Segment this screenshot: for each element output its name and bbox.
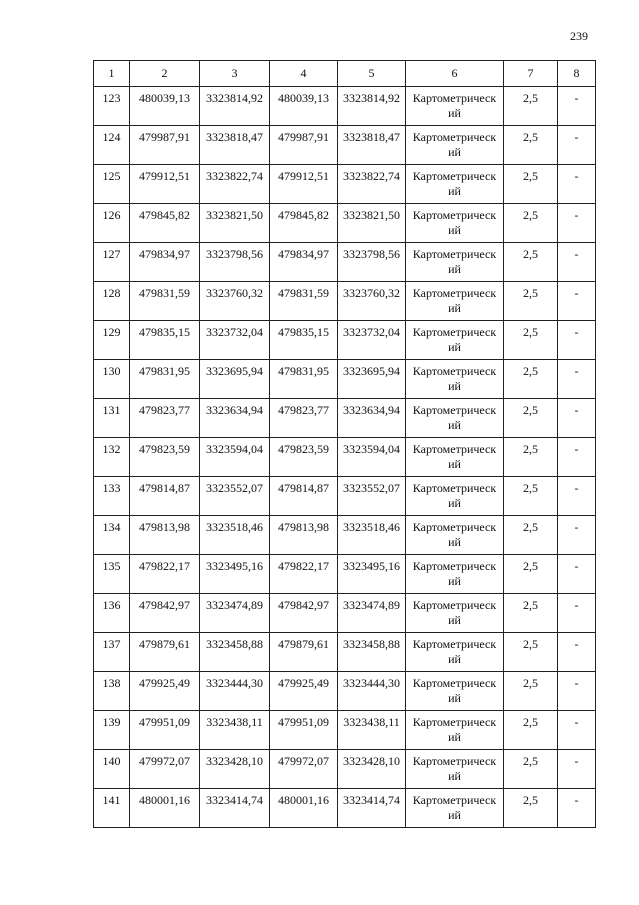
method-cell: [406, 516, 504, 555]
method-cell: [406, 204, 504, 243]
method-text-line2: ий: [448, 613, 461, 627]
y-coord-cell-2: 3323594,04: [338, 438, 406, 477]
x-coord-cell: 479951,09: [130, 711, 200, 750]
y-coord-cell-2: 3323474,89: [338, 594, 406, 633]
y-coord-cell-2: 3323414,74: [338, 789, 406, 828]
method-cell: [406, 126, 504, 165]
accuracy-cell: 2,5: [504, 750, 558, 789]
method-text-line1: Картометрическ: [412, 208, 497, 222]
column-header: 1: [94, 61, 130, 87]
method-text-line1: Картометрическ: [412, 91, 497, 105]
y-coord-cell: 3323814,92: [200, 87, 270, 126]
note-cell: -: [558, 243, 596, 282]
y-coord-cell: 3323634,94: [200, 399, 270, 438]
note-cell: -: [558, 438, 596, 477]
x-coord-cell: 479834,97: [130, 243, 200, 282]
method-text-line1: Картометрическ: [412, 598, 497, 612]
note-cell: -: [558, 633, 596, 672]
point-number-cell: 124: [94, 126, 130, 165]
y-coord-cell-2: 3323495,16: [338, 555, 406, 594]
method-cell: [406, 321, 504, 360]
y-coord-cell: 3323818,47: [200, 126, 270, 165]
method-text-line2: ий: [448, 457, 461, 471]
method-text-line2: ий: [448, 340, 461, 354]
note-cell: -: [558, 360, 596, 399]
y-coord-cell: 3323594,04: [200, 438, 270, 477]
table-row: [94, 399, 596, 438]
point-number-cell: 125: [94, 165, 130, 204]
accuracy-cell: 2,5: [504, 438, 558, 477]
note-cell: -: [558, 711, 596, 750]
note-cell: -: [558, 282, 596, 321]
point-number-cell: 140: [94, 750, 130, 789]
table-row: [94, 594, 596, 633]
note-cell: -: [558, 126, 596, 165]
y-coord-cell: 3323444,30: [200, 672, 270, 711]
column-header: 4: [270, 61, 338, 87]
y-coord-cell: 3323695,94: [200, 360, 270, 399]
method-cell: [406, 438, 504, 477]
method-text-line2: ий: [448, 418, 461, 432]
point-number-cell: 127: [94, 243, 130, 282]
accuracy-cell: 2,5: [504, 672, 558, 711]
y-coord-cell: 3323458,88: [200, 633, 270, 672]
accuracy-cell: 2,5: [504, 789, 558, 828]
x-coord-cell-2: 479834,97: [270, 243, 338, 282]
y-coord-cell-2: 3323818,47: [338, 126, 406, 165]
note-cell: -: [558, 789, 596, 828]
note-cell: -: [558, 516, 596, 555]
method-text-line2: ий: [448, 691, 461, 705]
method-text-line1: Картометрическ: [412, 715, 497, 729]
x-coord-cell-2: 479925,49: [270, 672, 338, 711]
note-cell: -: [558, 672, 596, 711]
y-coord-cell-2: 3323798,56: [338, 243, 406, 282]
table-row: [94, 438, 596, 477]
table-row: [94, 711, 596, 750]
method-text-line1: Картометрическ: [412, 130, 497, 144]
method-cell: [406, 789, 504, 828]
method-text-line1: Картометрическ: [412, 793, 497, 807]
method-text-line2: ий: [448, 535, 461, 549]
table-row: [94, 282, 596, 321]
table-row: [94, 516, 596, 555]
method-cell: [406, 360, 504, 399]
coordinates-table: [93, 60, 596, 828]
point-number-cell: 123: [94, 87, 130, 126]
x-coord-cell-2: 479831,59: [270, 282, 338, 321]
method-cell: [406, 282, 504, 321]
x-coord-cell-2: 479831,95: [270, 360, 338, 399]
note-cell: -: [558, 399, 596, 438]
note-cell: -: [558, 87, 596, 126]
column-header: 3: [200, 61, 270, 87]
table-row: [94, 360, 596, 399]
note-cell: -: [558, 555, 596, 594]
accuracy-cell: 2,5: [504, 399, 558, 438]
note-cell: -: [558, 750, 596, 789]
point-number-cell: 141: [94, 789, 130, 828]
y-coord-cell: 3323822,74: [200, 165, 270, 204]
y-coord-cell-2: 3323695,94: [338, 360, 406, 399]
y-coord-cell: 3323798,56: [200, 243, 270, 282]
x-coord-cell: 479879,61: [130, 633, 200, 672]
point-number-cell: 129: [94, 321, 130, 360]
note-cell: -: [558, 204, 596, 243]
method-text-line2: ий: [448, 574, 461, 588]
method-text-line1: Картометрическ: [412, 559, 497, 573]
x-coord-cell-2: 479823,59: [270, 438, 338, 477]
y-coord-cell: 3323732,04: [200, 321, 270, 360]
x-coord-cell-2: 479972,07: [270, 750, 338, 789]
accuracy-cell: 2,5: [504, 594, 558, 633]
x-coord-cell-2: 479823,77: [270, 399, 338, 438]
method-cell: [406, 477, 504, 516]
x-coord-cell: 479987,91: [130, 126, 200, 165]
y-coord-cell-2: 3323458,88: [338, 633, 406, 672]
x-coord-cell-2: 479879,61: [270, 633, 338, 672]
accuracy-cell: 2,5: [504, 204, 558, 243]
table-row: [94, 750, 596, 789]
y-coord-cell: 3323495,16: [200, 555, 270, 594]
y-coord-cell: 3323474,89: [200, 594, 270, 633]
x-coord-cell-2: 479842,97: [270, 594, 338, 633]
method-text-line2: ий: [448, 496, 461, 510]
method-text-line1: Картометрическ: [412, 754, 497, 768]
method-text-line2: ий: [448, 184, 461, 198]
table-row: [94, 672, 596, 711]
point-number-cell: 138: [94, 672, 130, 711]
method-text-line1: Картометрическ: [412, 637, 497, 651]
table-row: [94, 204, 596, 243]
method-text-line2: ий: [448, 652, 461, 666]
table-row: [94, 477, 596, 516]
y-coord-cell-2: 3323814,92: [338, 87, 406, 126]
method-text-line2: ий: [448, 145, 461, 159]
accuracy-cell: 2,5: [504, 126, 558, 165]
method-text-line1: Картометрическ: [412, 481, 497, 495]
method-text-line2: ий: [448, 106, 461, 120]
accuracy-cell: 2,5: [504, 360, 558, 399]
method-text-line1: Картометрическ: [412, 520, 497, 534]
y-coord-cell: 3323414,74: [200, 789, 270, 828]
x-coord-cell: 479831,59: [130, 282, 200, 321]
method-text-line1: Картометрическ: [412, 403, 497, 417]
x-coord-cell-2: 479822,17: [270, 555, 338, 594]
point-number-cell: 133: [94, 477, 130, 516]
y-coord-cell-2: 3323428,10: [338, 750, 406, 789]
y-coord-cell-2: 3323518,46: [338, 516, 406, 555]
method-cell: [406, 750, 504, 789]
x-coord-cell: 479822,17: [130, 555, 200, 594]
method-text-line2: ий: [448, 223, 461, 237]
accuracy-cell: 2,5: [504, 555, 558, 594]
x-coord-cell: 479813,98: [130, 516, 200, 555]
table-row: [94, 165, 596, 204]
point-number-cell: 132: [94, 438, 130, 477]
method-cell: [406, 87, 504, 126]
method-text-line1: Картометрическ: [412, 442, 497, 456]
note-cell: -: [558, 165, 596, 204]
method-cell: [406, 243, 504, 282]
method-cell: [406, 633, 504, 672]
point-number-cell: 128: [94, 282, 130, 321]
x-coord-cell: 479845,82: [130, 204, 200, 243]
accuracy-cell: 2,5: [504, 87, 558, 126]
column-header: 7: [504, 61, 558, 87]
point-number-cell: 135: [94, 555, 130, 594]
x-coord-cell: 479814,87: [130, 477, 200, 516]
x-coord-cell: 479972,07: [130, 750, 200, 789]
y-coord-cell: 3323760,32: [200, 282, 270, 321]
y-coord-cell-2: 3323760,32: [338, 282, 406, 321]
y-coord-cell: 3323438,11: [200, 711, 270, 750]
method-cell: [406, 165, 504, 204]
header-row: [94, 61, 596, 87]
point-number-cell: 130: [94, 360, 130, 399]
method-text-line1: Картометрическ: [412, 325, 497, 339]
y-coord-cell: 3323552,07: [200, 477, 270, 516]
x-coord-cell-2: 479987,91: [270, 126, 338, 165]
y-coord-cell-2: 3323634,94: [338, 399, 406, 438]
x-coord-cell: 480001,16: [130, 789, 200, 828]
note-cell: -: [558, 594, 596, 633]
x-coord-cell: 479835,15: [130, 321, 200, 360]
method-text-line2: ий: [448, 808, 461, 822]
page-number: 239: [570, 29, 588, 43]
y-coord-cell-2: 3323822,74: [338, 165, 406, 204]
y-coord-cell: 3323428,10: [200, 750, 270, 789]
accuracy-cell: 2,5: [504, 282, 558, 321]
note-cell: -: [558, 477, 596, 516]
method-text-line1: Картометрическ: [412, 286, 497, 300]
method-text-line2: ий: [448, 262, 461, 276]
y-coord-cell: 3323518,46: [200, 516, 270, 555]
y-coord-cell: 3323821,50: [200, 204, 270, 243]
accuracy-cell: 2,5: [504, 243, 558, 282]
y-coord-cell-2: 3323732,04: [338, 321, 406, 360]
point-number-cell: 136: [94, 594, 130, 633]
x-coord-cell: 480039,13: [130, 87, 200, 126]
x-coord-cell-2: 479845,82: [270, 204, 338, 243]
x-coord-cell: 479842,97: [130, 594, 200, 633]
y-coord-cell-2: 3323552,07: [338, 477, 406, 516]
method-cell: [406, 711, 504, 750]
x-coord-cell-2: 480001,16: [270, 789, 338, 828]
method-text-line2: ий: [448, 730, 461, 744]
y-coord-cell-2: 3323438,11: [338, 711, 406, 750]
accuracy-cell: 2,5: [504, 321, 558, 360]
method-text-line1: Картометрическ: [412, 247, 497, 261]
accuracy-cell: 2,5: [504, 477, 558, 516]
method-text-line2: ий: [448, 769, 461, 783]
x-coord-cell-2: 480039,13: [270, 87, 338, 126]
x-coord-cell: 479823,59: [130, 438, 200, 477]
method-cell: [406, 555, 504, 594]
table-row: [94, 321, 596, 360]
method-cell: [406, 672, 504, 711]
table-row: [94, 243, 596, 282]
method-text-line1: Картометрическ: [412, 676, 497, 690]
point-number-cell: 137: [94, 633, 130, 672]
note-cell: -: [558, 321, 596, 360]
point-number-cell: 126: [94, 204, 130, 243]
table-row: [94, 633, 596, 672]
accuracy-cell: 2,5: [504, 633, 558, 672]
table-row: [94, 789, 596, 828]
x-coord-cell-2: 479951,09: [270, 711, 338, 750]
x-coord-cell-2: 479835,15: [270, 321, 338, 360]
accuracy-cell: 2,5: [504, 165, 558, 204]
method-text-line2: ий: [448, 301, 461, 315]
table-body: [94, 87, 596, 828]
method-text-line2: ий: [448, 379, 461, 393]
column-header: 5: [338, 61, 406, 87]
x-coord-cell-2: 479912,51: [270, 165, 338, 204]
point-number-cell: 134: [94, 516, 130, 555]
x-coord-cell: 479912,51: [130, 165, 200, 204]
column-header: 2: [130, 61, 200, 87]
table-row: [94, 555, 596, 594]
table-row: [94, 87, 596, 126]
table-row: [94, 126, 596, 165]
x-coord-cell: 479823,77: [130, 399, 200, 438]
point-number-cell: 131: [94, 399, 130, 438]
method-text-line1: Картометрическ: [412, 364, 497, 378]
column-header: 8: [558, 61, 596, 87]
point-number-cell: 139: [94, 711, 130, 750]
x-coord-cell-2: 479814,87: [270, 477, 338, 516]
method-cell: [406, 399, 504, 438]
column-header: 6: [406, 61, 504, 87]
y-coord-cell-2: 3323821,50: [338, 204, 406, 243]
x-coord-cell: 479925,49: [130, 672, 200, 711]
y-coord-cell-2: 3323444,30: [338, 672, 406, 711]
accuracy-cell: 2,5: [504, 516, 558, 555]
method-text-line1: Картометрическ: [412, 169, 497, 183]
accuracy-cell: 2,5: [504, 711, 558, 750]
method-cell: [406, 594, 504, 633]
x-coord-cell: 479831,95: [130, 360, 200, 399]
x-coord-cell-2: 479813,98: [270, 516, 338, 555]
